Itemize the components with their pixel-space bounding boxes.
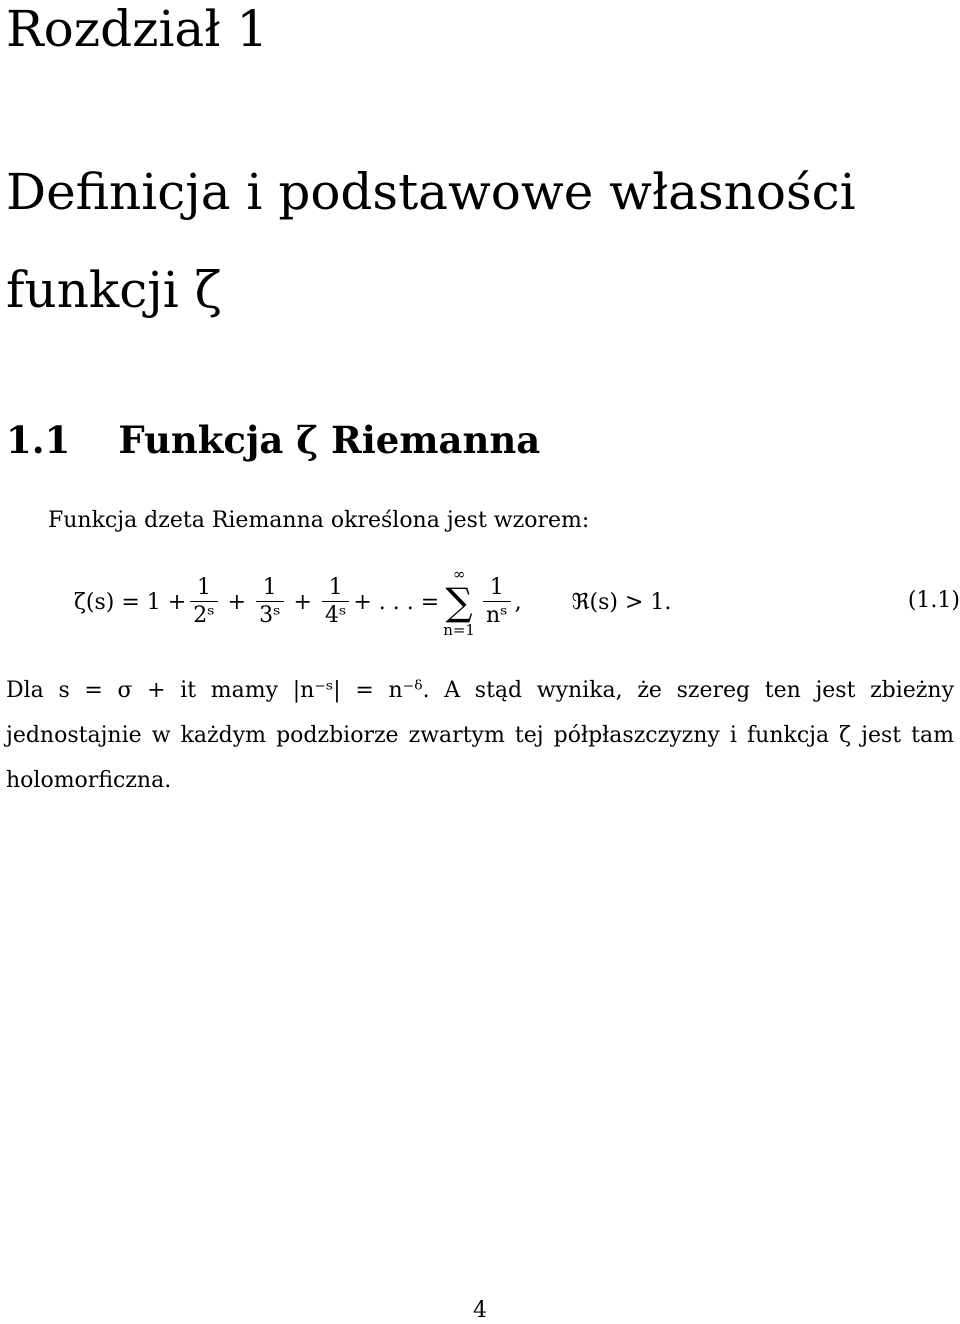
plus-sign: + — [227, 589, 247, 615]
sum-lower-limit: n=1 — [443, 621, 475, 639]
intro-text: Funkcja dzeta Riemanna określona jest wzorem: — [48, 508, 590, 533]
fraction-1-over-ns — [483, 575, 511, 630]
equation-comma: , — [514, 589, 522, 615]
fraction-denominator: 2ˢ — [190, 601, 217, 630]
summation — [443, 566, 475, 638]
fraction-numerator: 1 — [196, 574, 211, 600]
section-number: 1.1 — [6, 418, 71, 462]
equation-number: (1.1) — [907, 588, 960, 613]
equation-condition: ℜ(s) > 1. — [571, 589, 672, 615]
zeta-equation — [74, 562, 960, 642]
fraction-numerator: 1 — [328, 574, 343, 600]
sum-upper-limit: ∞ — [452, 565, 466, 583]
fraction-1-over-4s — [322, 575, 349, 630]
fraction-denominator: nˢ — [483, 601, 511, 630]
sigma-symbol: ∑ — [445, 580, 473, 624]
ellipsis-equals: + . . . = — [353, 589, 440, 615]
page-number: 4 — [473, 1298, 487, 1323]
section-heading — [6, 420, 540, 460]
fraction-denominator: 3ˢ — [256, 601, 283, 630]
fraction-1-over-3s — [256, 575, 283, 630]
fraction-numerator: 1 — [262, 574, 277, 600]
chapter-title: Definicja i podstawowe własności funkcji ζ — [6, 163, 856, 319]
section-title: Funkcja ζ Riemanna — [118, 418, 541, 462]
chapter-label: Rozdział 1 — [6, 0, 269, 58]
fraction-numerator: 1 — [489, 574, 504, 600]
fraction-denominator: 4ˢ — [322, 601, 349, 630]
plus-sign: + — [293, 589, 312, 615]
equation-body — [74, 562, 671, 642]
equation-lhs: ζ(s) = 1 + — [74, 589, 187, 615]
body-paragraph: Dla s = σ + it mamy |n⁻ˢ| = n⁻ᵟ. A stąd wynika, że szereg ten jest zbieżny jednostajnie w każdym podzbiorze zwartym tej półpłaszczyzny i funkcja ζ jest tam holomorficzna. — [6, 678, 954, 793]
fraction-1-over-2s — [190, 575, 217, 630]
